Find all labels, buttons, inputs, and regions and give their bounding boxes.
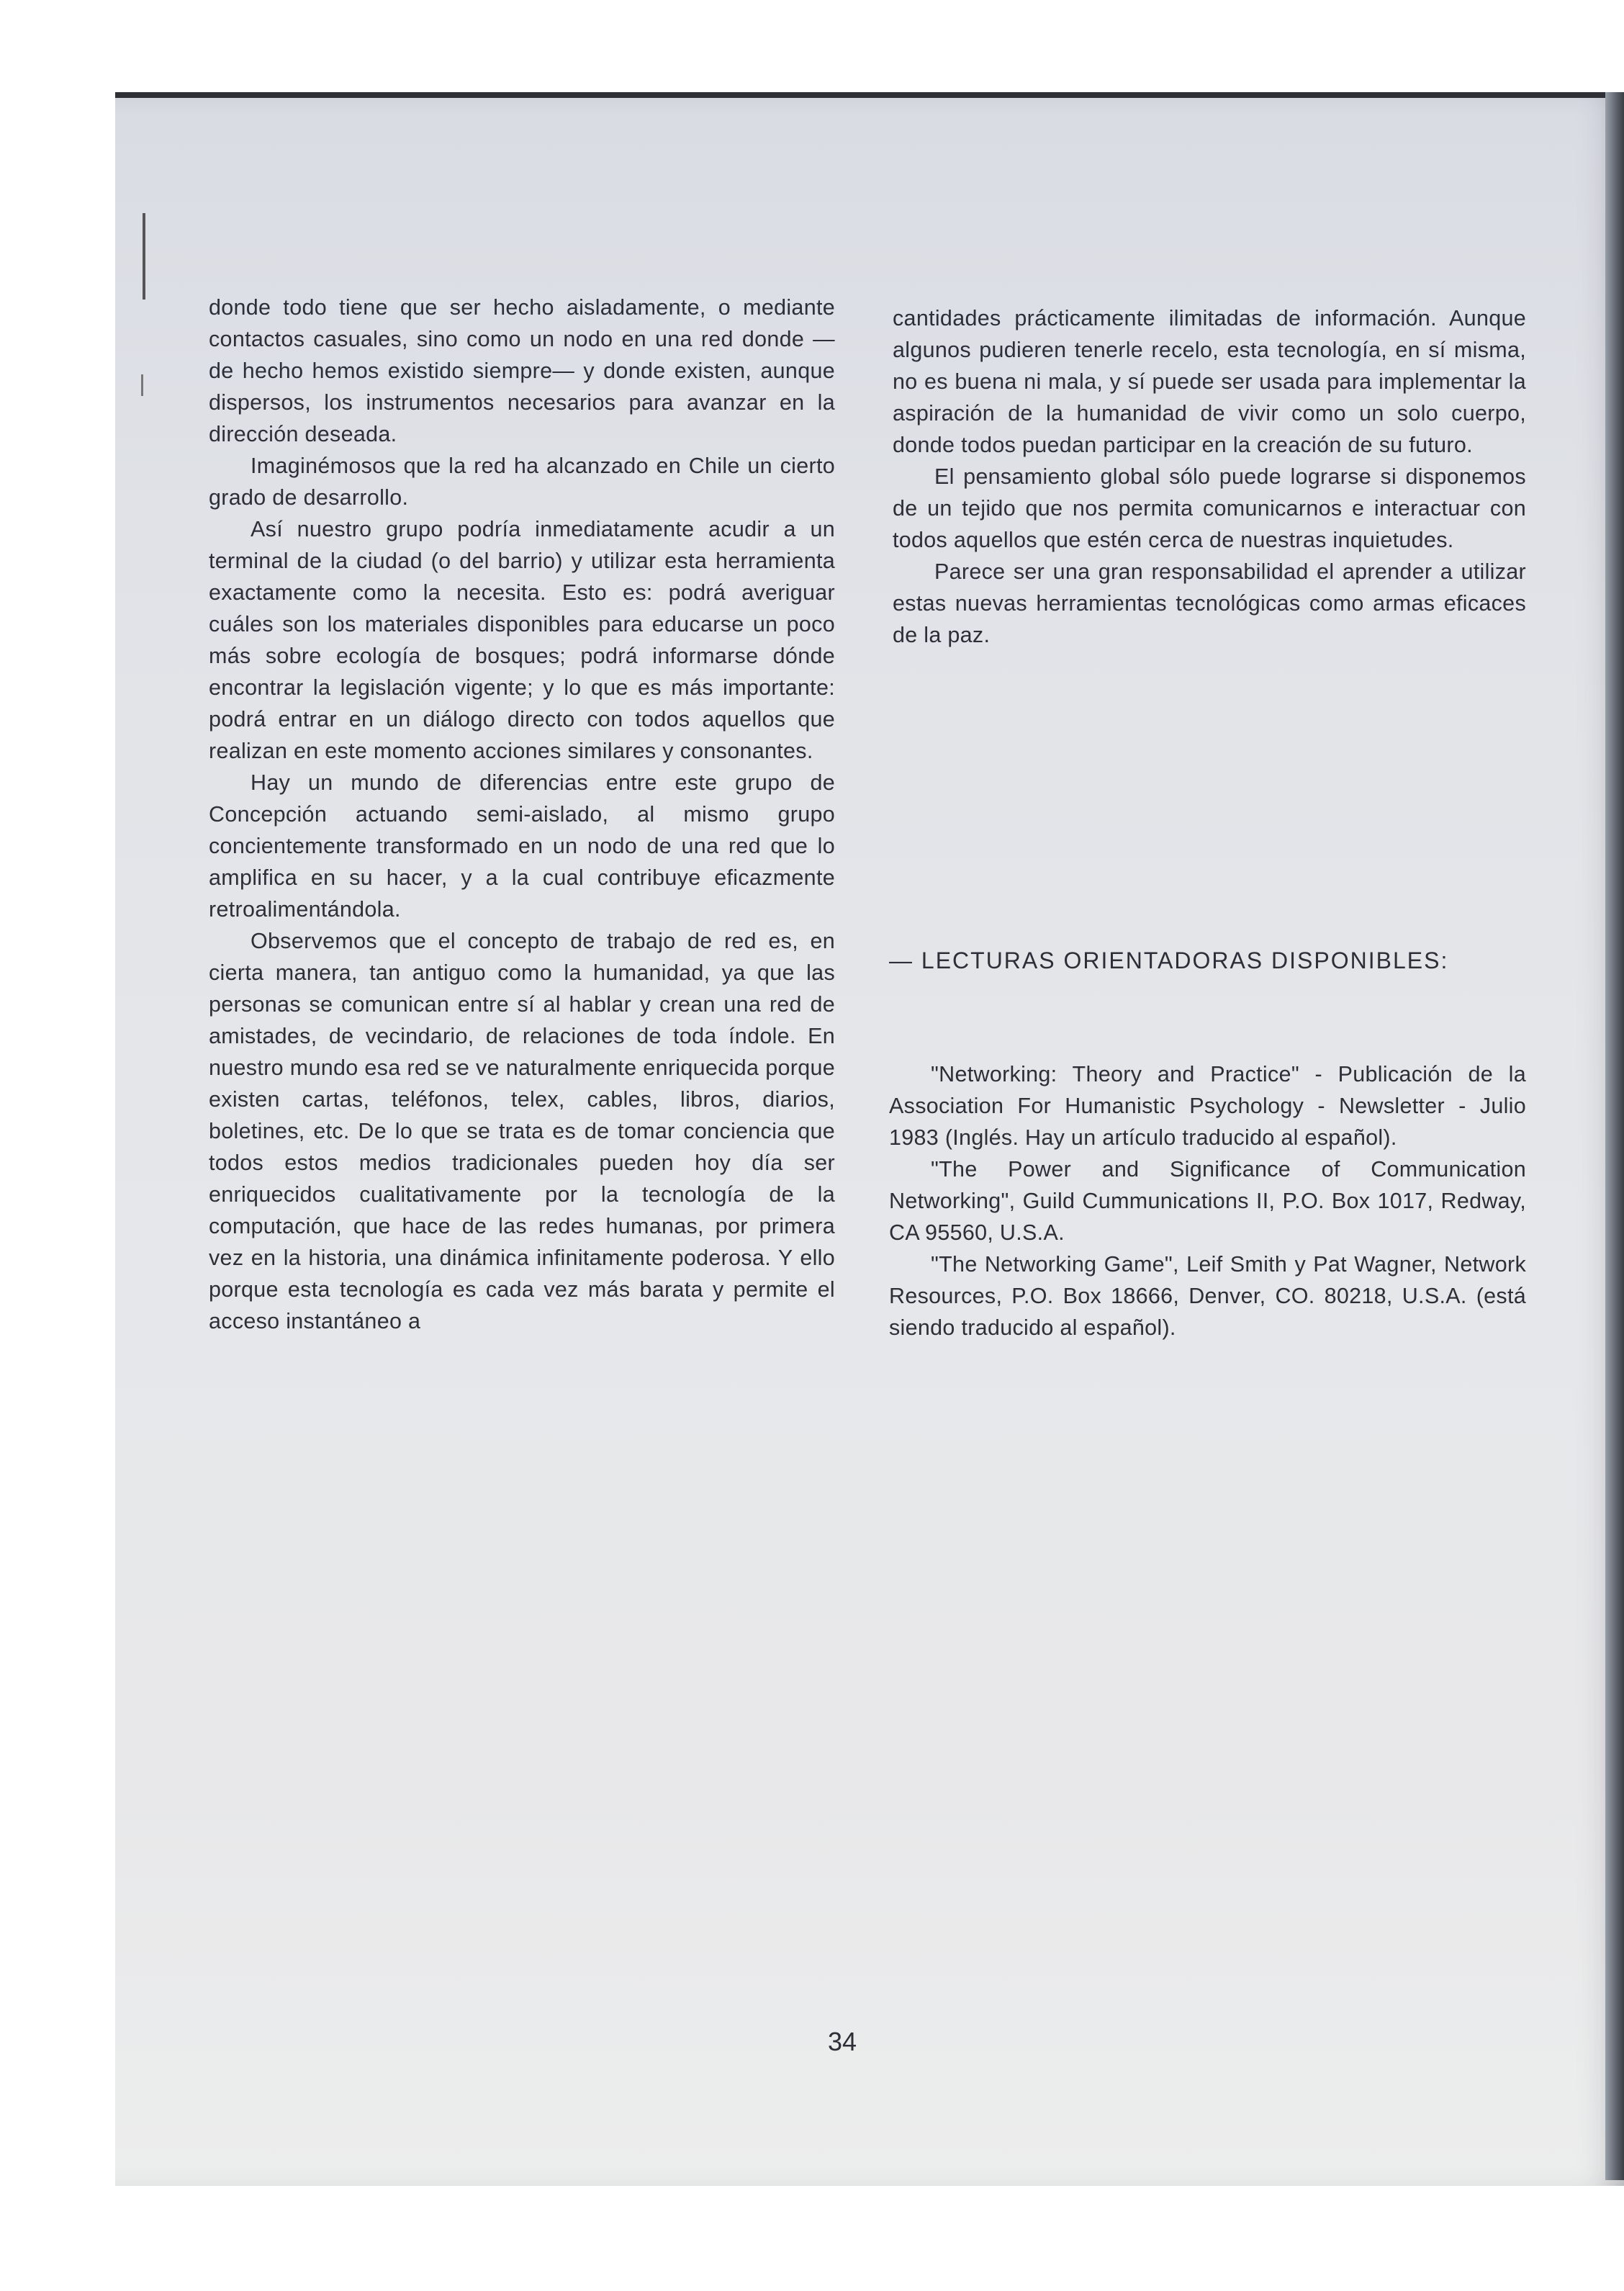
paragraph: donde todo tiene que ser hecho aisladamente, o mediante contactos casuales, sino como un nodo en una red donde —de hecho hemos existido siempre— y donde existen, aunque dispersos, los instrumentos necesarios para avanzar en la dirección deseada.	[209, 295, 835, 446]
margin-tick	[141, 374, 143, 396]
page-number: 34	[827, 2027, 857, 2056]
paragraph: Así nuestro grupo podría inmediatamente acudir a un terminal de la ciudad (o del barrio) y utilizar esta herramienta exactamente como la necesita. Esto es: podrá averiguar cuáles son los materiales disponibles para educarse un poco más sobre ecología de bosques; podrá informarse dónde encontrar la legislación vigente; y lo que es más importante: podrá entrar en un diálogo directo con todos aquellos que realizan en este momento acciones similares y consonantes.	[209, 517, 835, 763]
left-text-column	[209, 292, 835, 1337]
readings-list	[889, 1058, 1526, 1343]
readings-heading: — LECTURAS ORIENTADORAS DISPONIBLES:	[889, 948, 1449, 973]
reading-item: "The Power and Significance of Communication Networking", Guild Cummunications II, P.O. Box 1017, Redway, CA 95560, U.S.A.	[889, 1157, 1526, 1245]
paragraph: Parece ser una gran responsabilidad el aprender a utilizar estas nuevas herramientas tecnológicas como armas eficaces de la paz.	[893, 559, 1526, 647]
paragraph: Observemos que el concepto de trabajo de red es, en cierta manera, tan antiguo como la humanidad, ya que las personas se comunican entre sí al hablar y crean una red de amistades, de vecindario, de relaciones de toda índole. En nuestro mundo esa red se ve naturalmente enriquecida porque existen cartas, teléfonos, telex, cables, libros, diarios, boletines, etc. De lo que se trata es de tomar conciencia que todos estos medios tradicionales pueden hoy día ser enriquecidos cualitativamente por la tecnología de la computación, que hace de las redes humanas, por primera vez en la historia, una dinámica infinitamente poderosa. Y ello porque esta tecnología es cada vez más barata y permite el acceso instantáneo a	[209, 929, 835, 1333]
right-text-column	[893, 302, 1526, 651]
reading-item: "Networking: Theory and Practice" - Publicación de la Association For Humanistic Psychology - Newsletter - Julio 1983 (Inglés. Hay un artículo traducido al español).	[889, 1062, 1526, 1150]
paragraph: cantidades prácticamente ilimitadas de información. Aunque algunos pudieren tenerle recelo, esta tecnología, en sí misma, no es buena ni mala, y sí puede ser usada para implementar la aspiración de la humanidad de vivir como un solo cuerpo, donde todos puedan participar en la creación de su futuro.	[893, 306, 1526, 457]
paragraph: Hay un mundo de diferencias entre este grupo de Concepción actuando semi-aislado, al mismo grupo concientemente transformado en un nodo de una red que lo amplifica en su hacer, y a la cual contribuye eficazmente retroalimentándola.	[209, 770, 835, 922]
margin-mark	[143, 213, 145, 300]
paragraph: Imaginémosos que la red ha alcanzado en Chile un cierto grado de desarrollo.	[209, 454, 835, 510]
reading-item: "The Networking Game", Leif Smith y Pat Wagner, Network Resources, P.O. Box 18666, Denver, CO. 80218, U.S.A. (está siendo traducido al español).	[889, 1252, 1526, 1340]
book-spine-shadow	[1605, 92, 1624, 2180]
paragraph: El pensamiento global sólo puede lograrse si disponemos de un tejido que nos permita comunicarnos e interactuar con todos aquellos que estén cerca de nuestras inquietudes.	[893, 464, 1526, 552]
